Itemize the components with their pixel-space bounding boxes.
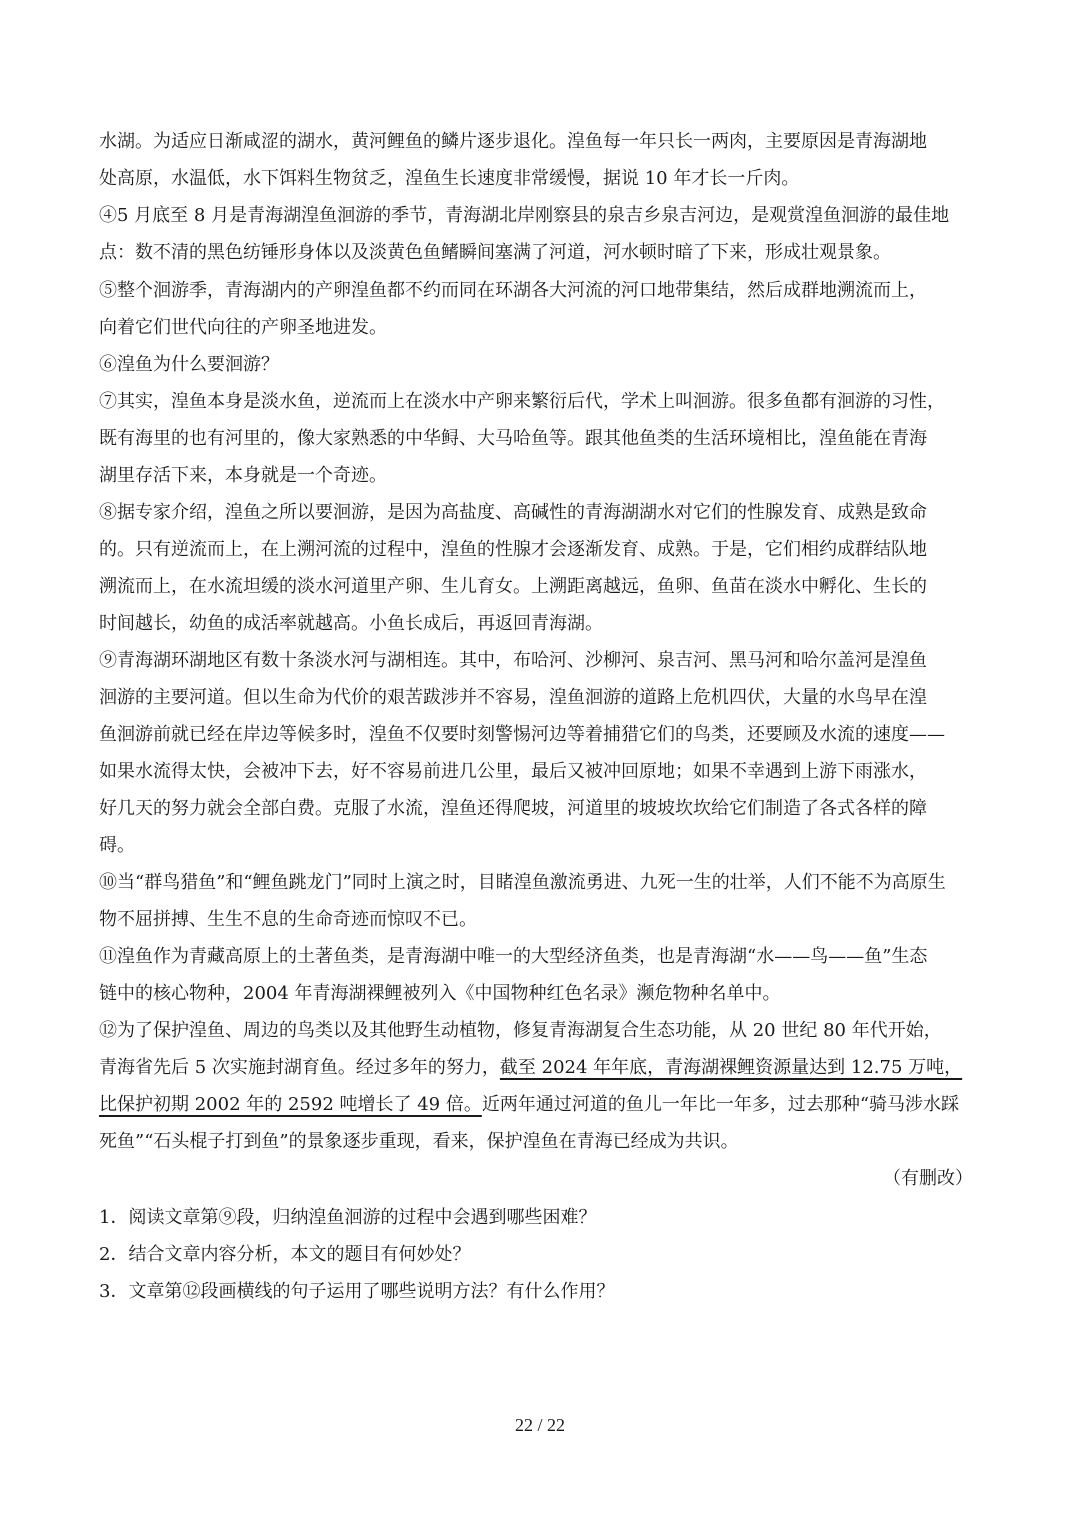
paragraph-9-line: 碍。 — [99, 835, 135, 856]
paragraph-10-line: ⑩当“群鸟猎鱼”和“鲤鱼跳龙门”同时上演之时，目睹湟鱼激流勇进、九死一生的壮举，人们不能不为高原生 — [99, 872, 946, 893]
question-2: 2．结合文章内容分析，本文的题目有何妙处？ — [99, 1244, 471, 1265]
page-number: 22 / 22 — [514, 1415, 565, 1435]
paragraph-11-line: ⑪湟鱼作为青藏高原上的土著鱼类，是青海湖中唯一的大型经济鱼类，也是青海湖“水——鸟——鱼”生态 — [99, 946, 928, 967]
paragraph-12-text: 近两年通过河道的鱼儿一年比一年多，过去那种“骑马涉水踩 — [481, 1094, 960, 1115]
paragraph-5-line: 向着它们世代向往的产卵圣地进发。 — [99, 317, 387, 338]
paragraph-8-line: ⑧据专家介绍，湟鱼之所以要洄游，是因为高盐度、高碱性的青海湖湖水对它们的性腺发育、成熟是致命 — [99, 502, 927, 523]
paragraph-9-line: 如果水流得太快，会被冲下去，好不容易前进几公里，最后又被冲回原地；如果不幸遇到上游下雨涨水， — [99, 761, 927, 782]
paragraph-5-line: ⑤整个洄游季，青海湖内的产卵湟鱼都不约而同在环湖各大河流的河口地带集结，然后成群地溯流而上， — [99, 280, 927, 301]
question-1: 1．阅读文章第⑨段，归纳湟鱼洄游的过程中会遇到哪些困难？ — [99, 1207, 597, 1228]
paragraph-12-text: 青海省先后 5 次实施封湖育鱼。经过多年的努力， — [99, 1057, 500, 1078]
paragraph-4-line: ④5 月底至 8 月是青海湖湟鱼洄游的季节，青海湖北岸刚察县的泉吉乡泉吉河边，是观赏湟鱼洄游的最佳地 — [99, 205, 950, 226]
paragraph-12-line — [99, 1092, 983, 1118]
paragraph-7-line: ⑦其实，湟鱼本身是淡水鱼，逆流而上在淡水中产卵来繁衍后代，学术上叫洄游。很多鱼都有洄游的习性， — [99, 391, 945, 412]
paragraph-12-line: 死鱼”“石头棍子打到鱼”的景象逐步重现，看来，保护湟鱼在青海已经成为共识。 — [99, 1131, 739, 1152]
paragraph-6-line: ⑥湟鱼为什么要洄游？ — [99, 354, 279, 375]
article-line: 水湖。为适应日渐咸涩的湖水，黄河鲤鱼的鳞片逐步退化。湟鱼每一年只长一两肉，主要原因是青海湖地 — [99, 131, 927, 152]
paragraph-8-line: 时间越长，幼鱼的成活率就越高。小鱼长成后，再返回青海湖。 — [99, 613, 603, 634]
paragraph-7-line: 既有海里的也有河里的，像大家熟悉的中华鲟、大马哈鱼等。跟其他鱼类的生活环境相比，湟鱼能在青海 — [99, 428, 927, 449]
paragraph-8-line: 的。只有逆流而上，在上溯河流的过程中，湟鱼的性腺才会逐渐发育、成熟。于是，它们相约成群结队地 — [99, 539, 927, 560]
paragraph-9-line: 鱼洄游前就已经在岸边等候多时，湟鱼不仅要时刻警惕河边等着捕猎它们的鸟类，还要顾及水流的速度—— — [99, 724, 945, 745]
paragraph-10-line: 物不屈拼搏、生生不息的生命奇迹而惊叹不已。 — [99, 909, 477, 930]
paragraph-4-line: 点：数不清的黑色纺锤形身体以及淡黄色鱼鳍瞬间塞满了河道，河水顿时暗了下来，形成壮观景象。 — [99, 242, 891, 263]
paragraph-11-line: 链中的核心物种，2004 年青海湖裸鲤被列入《中国物种红色名录》濒危物种名单中。 — [99, 983, 781, 1004]
edit-note: （有删改） — [883, 1168, 973, 1189]
paragraph-9-line: 好几天的努力就会全部白费。克服了水流，湟鱼还得爬坡，河道里的坡坡坎坎给它们制造了各式各样的障 — [99, 798, 927, 819]
paragraph-12-line: ⑫为了保护湟鱼、周边的鸟类以及其他野生动植物，修复青海湖复合生态功能，从 20 世纪 80 年代开始， — [99, 1020, 942, 1041]
paragraph-9-line: 洄游的主要河道。但以生命为代价的艰苦跋涉并不容易，湟鱼洄游的道路上危机四伏，大量的水鸟早在湟 — [99, 687, 927, 708]
paragraph-7-line: 湖里存活下来，本身就是一个奇迹。 — [99, 465, 387, 486]
question-3: 3．文章第⑫段画横线的句子运用了哪些说明方法？有什么作用？ — [99, 1281, 615, 1302]
article-line: 处高原，水温低，水下饵料生物贫乏，湟鱼生长速度非常缓慢，据说 10 年才长一斤肉。 — [99, 168, 800, 189]
underlined-sentence: 截至 2024 年年底，青海湖裸鲤资源量达到 12.75 万吨， — [499, 1057, 963, 1078]
paragraph-12-line — [99, 1055, 983, 1081]
underlined-sentence: 比保护初期 2002 年的 2592 吨增长了 49 倍。 — [99, 1094, 482, 1115]
paragraph-9-line: ⑨青海湖环湖地区有数十条淡水河与湖相连。其中，布哈河、沙柳河、泉吉河、黑马河和哈尔盖河是湟鱼 — [99, 650, 927, 671]
paragraph-8-line: 溯流而上，在水流坦缓的淡水河道里产卵、生儿育女。上溯距离越远，鱼卵、鱼苗在淡水中孵化、生长的 — [99, 576, 927, 597]
